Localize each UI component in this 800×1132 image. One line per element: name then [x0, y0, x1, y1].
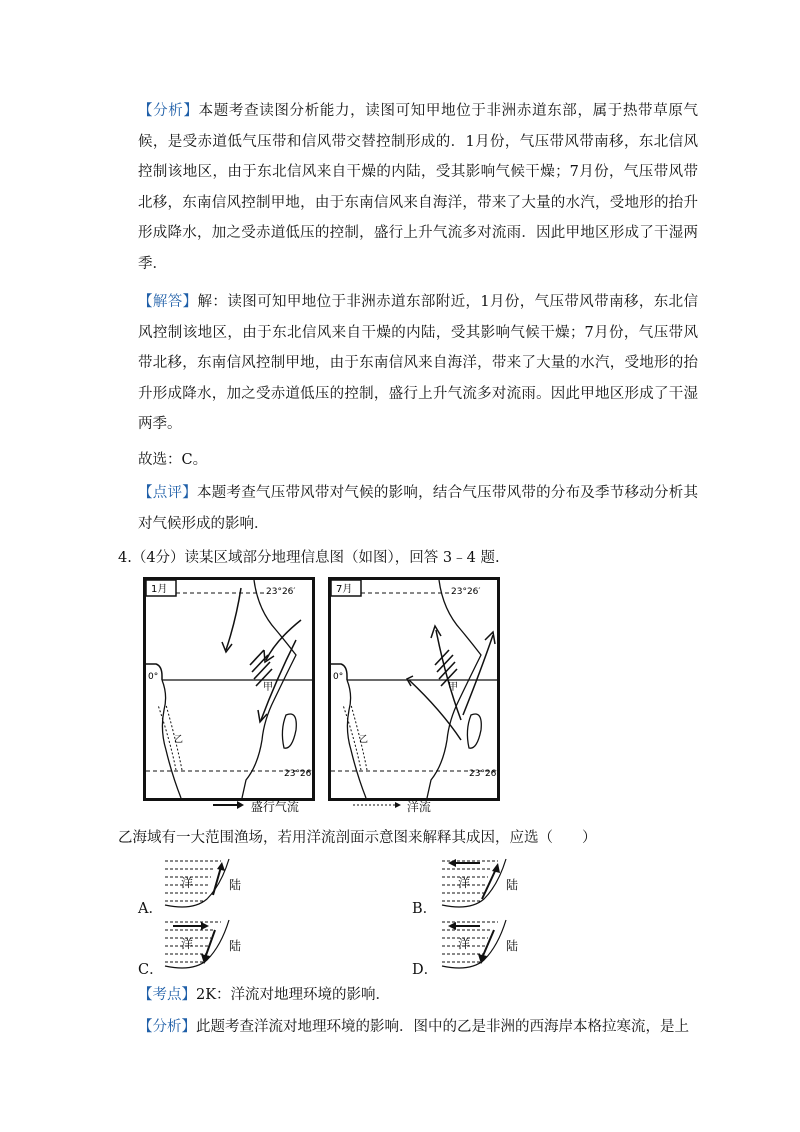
legend-wind-label: 盛行气流 [250, 800, 299, 814]
option-d-letter[interactable]: D． [412, 962, 439, 978]
map-january [143, 577, 315, 801]
analysis2-paragraph [138, 1012, 698, 1043]
answer-text: 解：读图可知甲地位于非洲赤道东部附近，1月份，气压带风带南移，东北信风控制该地区，由于东北信风来自干燥的内陆，受其影响气候干燥；7月份，气压带风带北移，东南信风控制甲地，由于东南信风来自海洋，带来了大量的水汽，受地形的抬升形成降水，加之受赤道低压的控制，盛行上升气流多对流雨。因此甲地区形成了干湿两季。 [138, 294, 698, 433]
map-january-eq: 0° [148, 672, 159, 682]
answer-paragraph [138, 287, 698, 440]
map-january-drawing [146, 580, 312, 798]
legend-wind-arrow-icon [213, 799, 247, 811]
map-july-drawing [331, 580, 497, 798]
comment-tag: 【点评】 [138, 485, 197, 501]
analysis-text: 本题考查读图分析能力，读图可知甲地位于非洲赤道东部，属于热带草原气候，是受赤道低气压带和信风带交替控制形成的．1月份，气压带风带南移，东北信风控制该地区，由于东北信风来自干燥的内陆，受其影响气候干燥；7月份，气压带风带北移，东南信风控制甲地，由于东南信风来自海洋，带来了大量的水汽，受地形的抬升形成降水，加之受赤道低压的控制，盛行上升气流多对流雨．因此甲地区形成了干湿两季． [138, 103, 699, 272]
map-january-yi: 乙 [174, 735, 184, 745]
map-july-jia: 甲 [448, 682, 458, 693]
kaodian-tag: 【考点】 [138, 987, 196, 1003]
map-july-yi: 乙 [359, 735, 369, 745]
option-a-letter[interactable]: A． [138, 901, 163, 917]
option-c-diagram[interactable] [163, 918, 248, 978]
comment-paragraph [138, 478, 698, 539]
analysis2-tag: 【分析】 [138, 1019, 196, 1035]
map-july-trop-n: 23°26′ [451, 587, 481, 597]
map-july-trop-s: 23°26′ [469, 769, 497, 779]
legend-current-arrow-icon [353, 799, 403, 811]
map-january-month: 1月 [151, 584, 168, 595]
svg-text:洋: 洋 [181, 876, 194, 890]
option-c-letter[interactable]: C． [138, 962, 164, 978]
map-january-jia: 甲 [263, 682, 273, 693]
option-b-letter[interactable]: B． [412, 901, 438, 917]
answer-tag: 【解答】 [138, 294, 198, 310]
map-july-eq: 0° [333, 672, 344, 682]
map-january-trop-s: 23°26′ [284, 769, 312, 779]
kaodian-paragraph [138, 980, 698, 1011]
legend-current-label: 洋流 [406, 800, 431, 814]
svg-text:陆: 陆 [229, 878, 242, 892]
comment-text: 本题考查气压带风带对气候的影响，结合气压带风带的分布及季节移动分析其对气候形成的影响． [138, 485, 699, 532]
choice-line: 故选：C。 [138, 452, 208, 468]
analysis-paragraph [138, 96, 698, 280]
option-d-diagram[interactable] [440, 918, 525, 978]
svg-text:洋: 洋 [181, 937, 194, 951]
analysis-tag: 【分析】 [138, 103, 199, 119]
option-b-diagram[interactable] [440, 857, 525, 917]
legend-current [353, 798, 431, 815]
legend-wind [213, 798, 299, 815]
svg-text:陆: 陆 [506, 878, 519, 892]
map-january-trop-n: 23°26′ [266, 587, 296, 597]
svg-text:洋: 洋 [458, 937, 471, 951]
analysis2-text: 此题考查洋流对地理环境的影响．图中的乙是非洲的西海岸本格拉寒流，是上 [196, 1019, 689, 1035]
map-july-month: 7月 [336, 584, 353, 595]
svg-text:陆: 陆 [229, 939, 242, 953]
svg-text:洋: 洋 [458, 876, 471, 890]
option-a-diagram[interactable] [163, 857, 248, 917]
question-stem: 乙海域有一大范围渔场，若用洋流剖面示意图来解释其成因，应选（ ） [118, 830, 597, 846]
svg-text:陆: 陆 [506, 939, 519, 953]
question-4: 4.（4分）读某区域部分地理信息图（如图），回答 3﹣4 题. [118, 550, 500, 566]
kaodian-text: 2K：洋流对地理环境的影响． [196, 987, 391, 1003]
map-july [328, 577, 500, 801]
